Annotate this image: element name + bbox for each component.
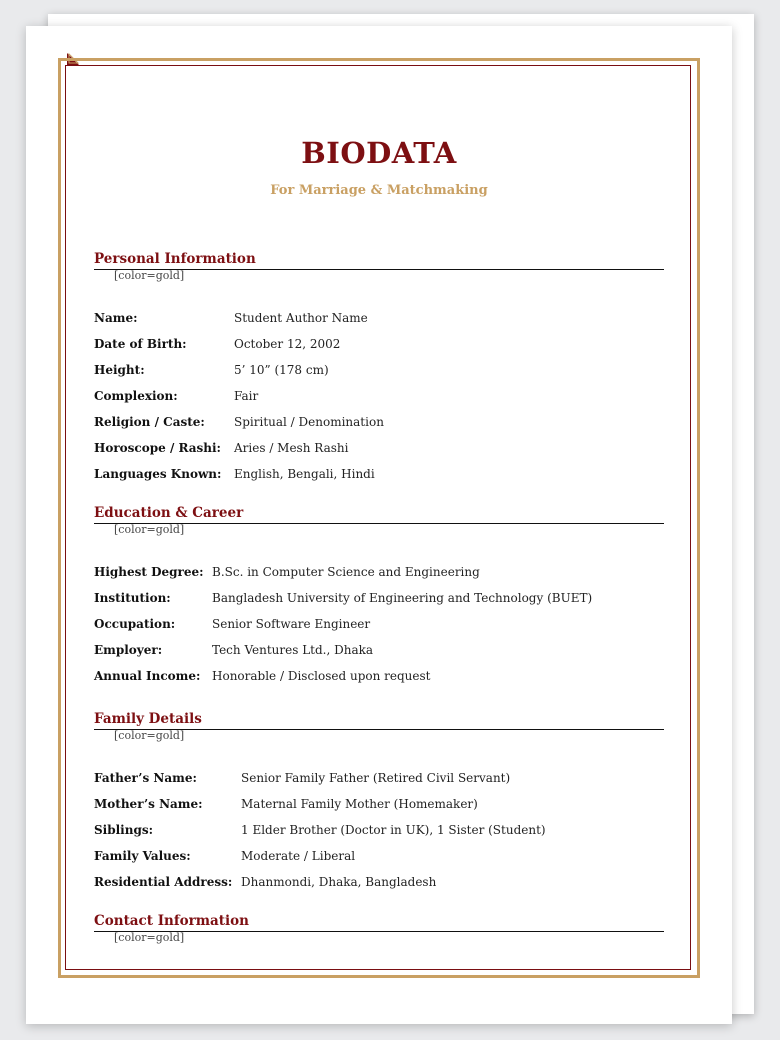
field-value: Student Author Name [234, 311, 368, 325]
field-row-height [94, 357, 664, 383]
field-list [94, 765, 664, 895]
field-value: Senior Software Engineer [212, 617, 371, 631]
section-note: [color=gold] [114, 729, 185, 742]
field-value: October 12, 2002 [234, 337, 341, 351]
field-label: Father’s Name: [94, 771, 197, 785]
field-label: Height: [94, 363, 145, 377]
field-row-mothers-name [94, 791, 664, 817]
document-subtitle: For Marriage & Matchmaking [270, 183, 488, 198]
field-row-name [94, 305, 664, 331]
field-row-complexion [94, 383, 664, 409]
field-label: Horoscope / Rashi: [94, 441, 221, 455]
field-row-fathers-name [94, 765, 664, 791]
document-title: BIODATA [301, 136, 457, 170]
field-row-family-values [94, 843, 664, 869]
field-value: Bangladesh University of Engineering and Technology (BUET) [212, 591, 593, 605]
field-value: Tech Ventures Ltd., Dhaka [212, 643, 374, 657]
field-row-institution [94, 585, 664, 611]
field-row-occupation [94, 611, 664, 637]
field-label: Siblings: [94, 823, 154, 837]
field-label: Complexion: [94, 389, 178, 403]
field-label: Languages Known: [94, 467, 222, 481]
field-row-residential-address [94, 869, 664, 895]
field-row-siblings [94, 817, 664, 843]
field-label: Name: [94, 311, 138, 325]
field-row-annual-income [94, 663, 664, 689]
section-contact-information [94, 912, 664, 945]
field-row-horoscope-rashi [94, 435, 664, 461]
field-label: Institution: [94, 591, 171, 605]
field-value: Honorable / Disclosed upon request [212, 669, 431, 683]
field-label: Highest Degree: [94, 565, 204, 579]
field-label: Annual Income: [94, 669, 201, 683]
field-value: 1 Elder Brother (Doctor in UK), 1 Sister (Student) [241, 823, 546, 837]
field-list [94, 305, 664, 487]
field-row-highest-degree [94, 559, 664, 585]
section-heading: Family Details [94, 711, 202, 727]
field-value: Dhanmondi, Dhaka, Bangladesh [241, 875, 437, 889]
field-value: Aries / Mesh Rashi [234, 441, 349, 455]
field-value: Maternal Family Mother (Homemaker) [241, 797, 478, 811]
field-row-employer [94, 637, 664, 663]
field-list [94, 559, 664, 689]
field-label: Mother’s Name: [94, 797, 203, 811]
document-page [26, 26, 732, 1024]
field-value: 5’ 10” (178 cm) [234, 363, 329, 377]
section-heading: Personal Information [94, 251, 256, 267]
field-label: Family Values: [94, 849, 191, 863]
field-label: Occupation: [94, 617, 176, 631]
field-value: B.Sc. in Computer Science and Engineering [212, 565, 480, 579]
field-label: Employer: [94, 643, 163, 657]
section-note: [color=gold] [114, 931, 185, 944]
section-personal-information [94, 250, 664, 487]
field-value: English, Bengali, Hindi [234, 467, 375, 481]
section-education-career [94, 504, 664, 689]
field-value: Fair [234, 389, 259, 403]
section-note: [color=gold] [114, 269, 185, 282]
field-value: Spiritual / Denomination [234, 415, 384, 429]
section-family-details [94, 710, 664, 895]
field-label: Religion / Caste: [94, 415, 205, 429]
field-row-languages-known [94, 461, 664, 487]
field-value: Senior Family Father (Retired Civil Servant) [241, 771, 511, 785]
section-heading: Contact Information [94, 913, 249, 929]
field-value: Moderate / Liberal [241, 849, 356, 863]
field-row-date-of-birth [94, 331, 664, 357]
section-note: [color=gold] [114, 523, 185, 536]
section-heading: Education & Career [94, 505, 244, 521]
field-label: Date of Birth: [94, 337, 187, 351]
field-row-religion-caste [94, 409, 664, 435]
field-label: Residential Address: [94, 875, 233, 889]
